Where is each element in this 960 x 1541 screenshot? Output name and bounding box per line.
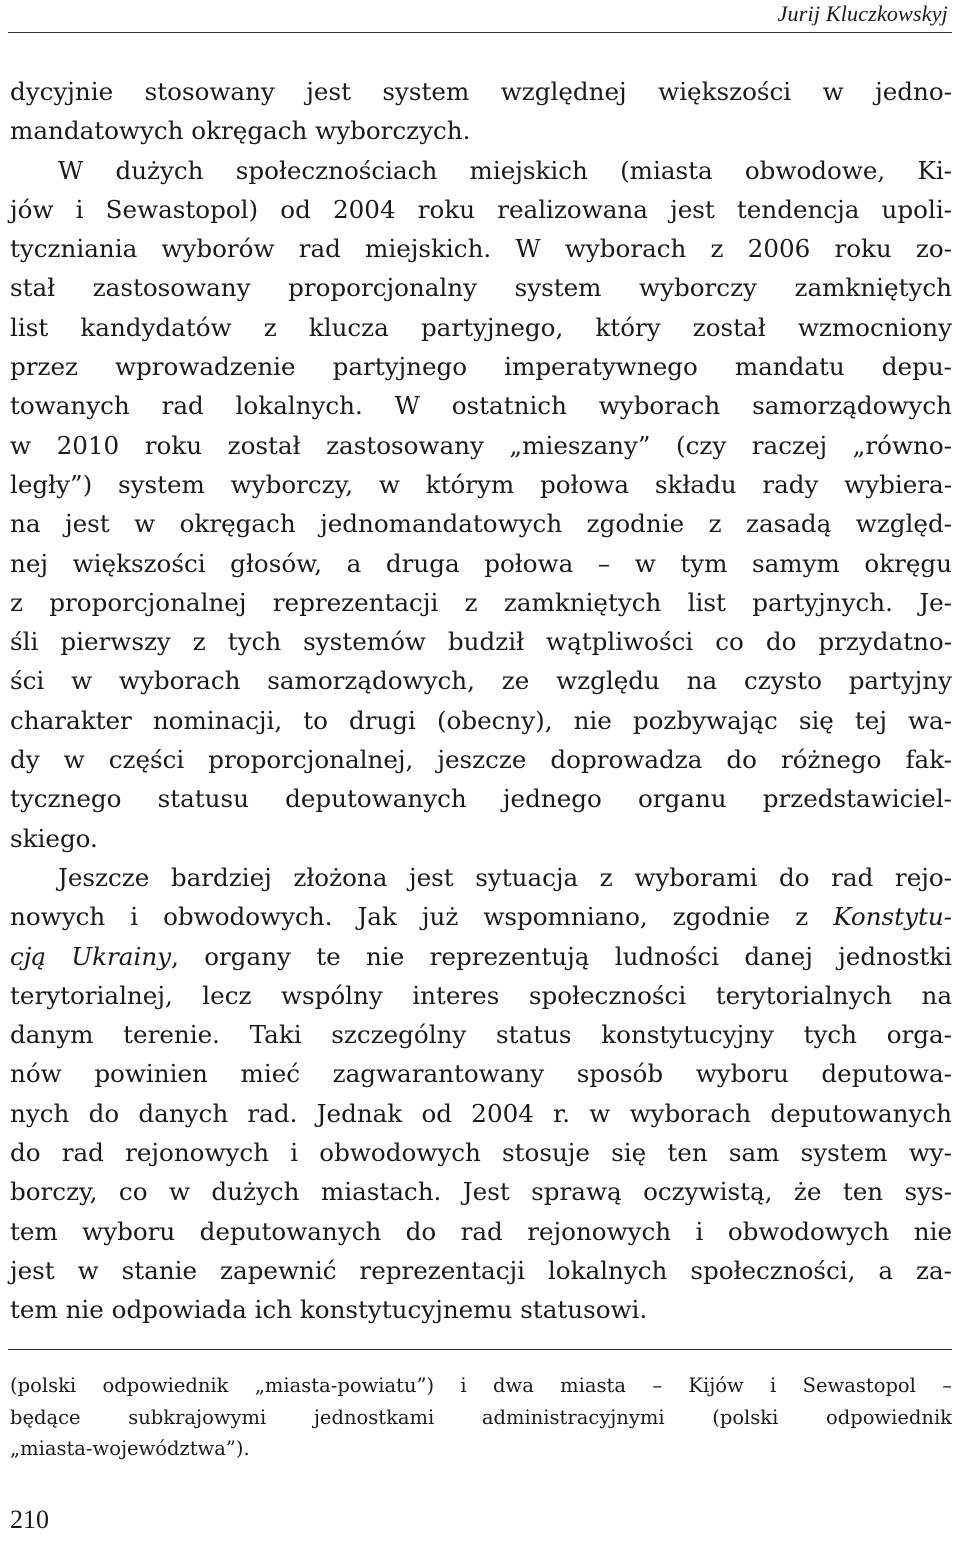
text-line: danym terenie. Taki szczególny status konstytucyjny tych orga- (10, 1020, 952, 1050)
text-line: tem nie odpowiada ich konstytucyjnemu statusowi. (10, 1295, 648, 1325)
text-line: borczy, co w dużych miastach. Jest sprawą oczywistą, że ten sys- (10, 1177, 952, 1207)
text-line: jów i Sewastopol) od 2004 roku realizowana jest tendencja upoli- (10, 194, 952, 224)
footnote-line: „miasta-województwa”). (10, 1437, 250, 1460)
text-fragment: , organy te nie reprezentują ludności danej jednostki (171, 941, 953, 971)
footnote-divider (8, 1349, 952, 1350)
text-line: do rad rejonowych i obwodowych stosuje się ten sam system wy- (10, 1138, 952, 1168)
text-line: nych do danych rad. Jednak od 2004 r. w wyborach deputowanych (10, 1098, 952, 1128)
text-line: mandatowych okręgach wyborczych. (10, 116, 471, 146)
text-line (10, 897, 952, 936)
text-line: jest w stanie zapewnić reprezentacji lokalnych społeczności, a za- (10, 1255, 952, 1285)
page-number: 210 (10, 1505, 49, 1534)
text-line: tem wyboru deputowanych do rad rejonowych i obwodowych nie (10, 1216, 952, 1246)
body-text (10, 72, 952, 1330)
italic-title-fragment: Konstytu- (833, 902, 952, 932)
text-line: tycznego statusu deputowanych jednego organu przedstawiciel- (10, 784, 952, 814)
footnote-line: będące subkrajowymi jednostkami administracyjnymi (polski odpowiednik (10, 1405, 952, 1429)
text-line: z proporcjonalnej reprezentacji z zamkniętych list partyjnych. Je- (10, 587, 952, 617)
text-line: nów powinien mieć zagwarantowany sposób wyboru deputowa- (10, 1059, 952, 1089)
italic-title-fragment: cją Ukrainy (10, 941, 172, 971)
text-line: przez wprowadzenie partyjnego imperatywnego mandatu depu- (10, 352, 952, 382)
text-line: charakter nominacji, to drugi (obecny), nie pozbywając się tej wa- (10, 705, 952, 735)
text-line: stał zastosowany proporcjonalny system wyborczy zamkniętych (10, 273, 952, 303)
text-line: dy w części proporcjonalnej, jeszcze doprowadza do różnego fak- (10, 745, 952, 775)
text-line: legły”) system wyborczy, w którym połowa składu rady wybiera- (10, 469, 952, 499)
running-head: Jurij Kluczkowskyj (777, 1, 948, 26)
text-line: towanych rad lokalnych. W ostatnich wyborach samorządowych (10, 391, 952, 421)
text-fragment: nowych i obwodowych. Jak już wspomniano, zgodnie z (10, 902, 834, 932)
text-line: Jeszcze bardziej złożona jest sytuacja z wyborami do rad rejo- (58, 862, 952, 892)
text-line: na jest w okręgach jednomandatowych zgodnie z zasadą względ- (10, 509, 952, 539)
text-line: nej większości głosów, a druga połowa – w tym samym okręgu (10, 548, 952, 578)
text-line: tyczniania wyborów rad miejskich. W wyborach z 2006 roku zo- (10, 234, 952, 264)
text-line: terytorialnej, lecz wspólny interes społeczności terytorialnych na (10, 980, 952, 1010)
text-line: w 2010 roku został zastosowany „mieszany” (czy raczej „równo- (10, 430, 952, 460)
footnote (10, 1370, 952, 1465)
text-line: ści w wyborach samorządowych, ze względu na czysto partyjny (10, 666, 952, 696)
text-line (10, 937, 952, 976)
page-header (8, 0, 952, 33)
footnote-line: (polski odpowiednik „miasta-powiatu”) i dwa miasta – Kijów i Sewastopol – (10, 1374, 952, 1397)
text-line: dycyjnie stosowany jest system względnej większości w jedno- (10, 77, 952, 106)
text-line: skiego. (10, 823, 98, 853)
text-line: śli pierwszy z tych systemów budził wątpliwości co do przydatno- (10, 627, 952, 657)
text-line: W dużych społecznościach miejskich (miasta obwodowe, Ki- (58, 155, 952, 185)
text-line: list kandydatów z klucza partyjnego, który został wzmocniony (10, 312, 952, 342)
